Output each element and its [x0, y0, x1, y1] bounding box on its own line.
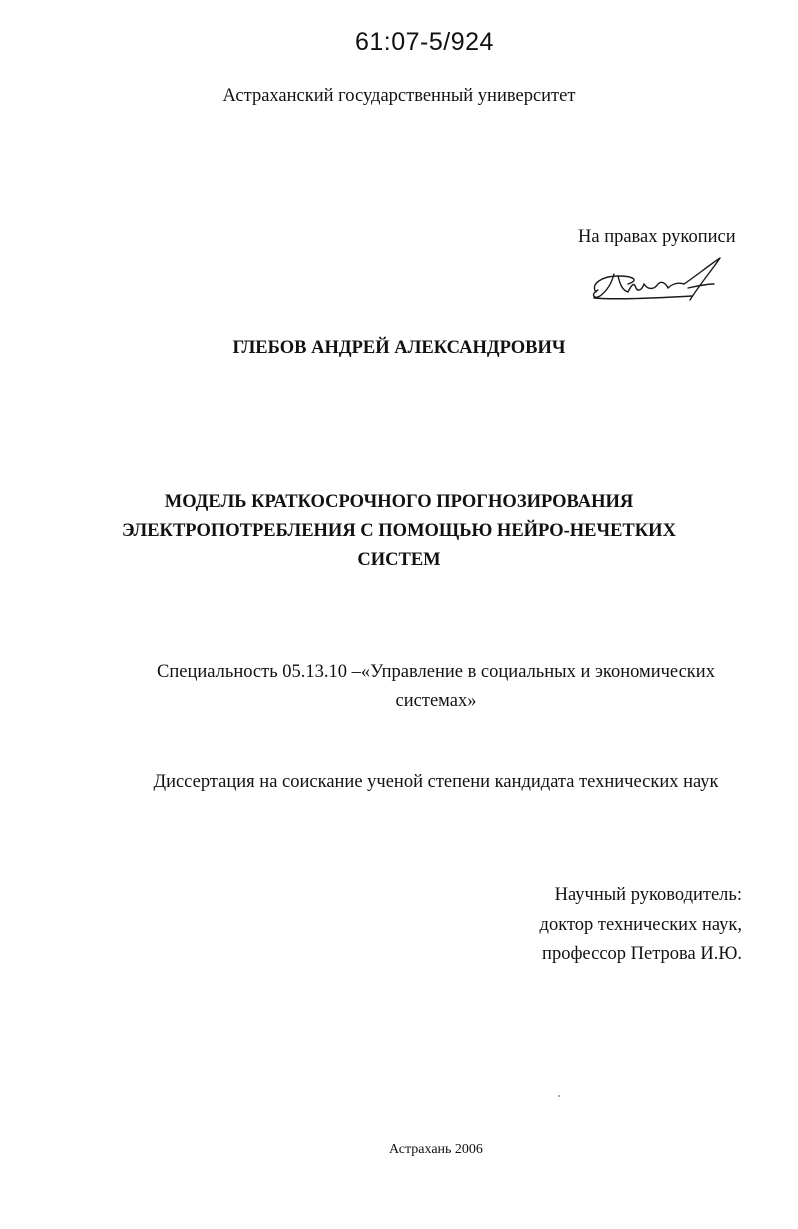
- title-line: ЭЛЕКТРОПОТРЕБЛЕНИЯ С ПОМОЩЬЮ НЕЙРО-НЕЧЕТКИХ: [122, 521, 676, 541]
- degree-statement: Диссертация на соискание ученой степени кандидата технических наук: [153, 772, 719, 792]
- supervisor-block: [540, 881, 742, 970]
- specialty: [0, 658, 798, 716]
- title-line: МОДЕЛЬ КРАТКОСРОЧНОГО ПРОГНОЗИРОВАНИЯ: [164, 492, 634, 512]
- university-name: Астраханский государственный университет: [222, 86, 576, 106]
- supervisor-line: доктор технических наук,: [539, 914, 742, 935]
- supervisor-line: Научный руководитель:: [554, 885, 742, 905]
- handwritten-signature: [588, 254, 738, 310]
- author-name: ГЛЕБОВ АНДРЕЙ АЛЕКСАНДРОВИЧ: [232, 338, 566, 358]
- specialty-line: системах»: [395, 691, 477, 711]
- specialty-line: Специальность 05.13.10 –«Управление в социальных и экономических: [157, 662, 715, 682]
- catalog-number: 61:07-5/924: [355, 28, 494, 56]
- scan-speck: [558, 1095, 560, 1097]
- dissertation-title: [0, 488, 798, 575]
- title-line: СИСТЕМ: [357, 550, 441, 570]
- city-year: Астрахань 2006: [389, 1142, 483, 1157]
- supervisor-line: профессор Петрова И.Ю.: [542, 944, 742, 964]
- manuscript-rights-label: На правах рукописи: [578, 227, 736, 247]
